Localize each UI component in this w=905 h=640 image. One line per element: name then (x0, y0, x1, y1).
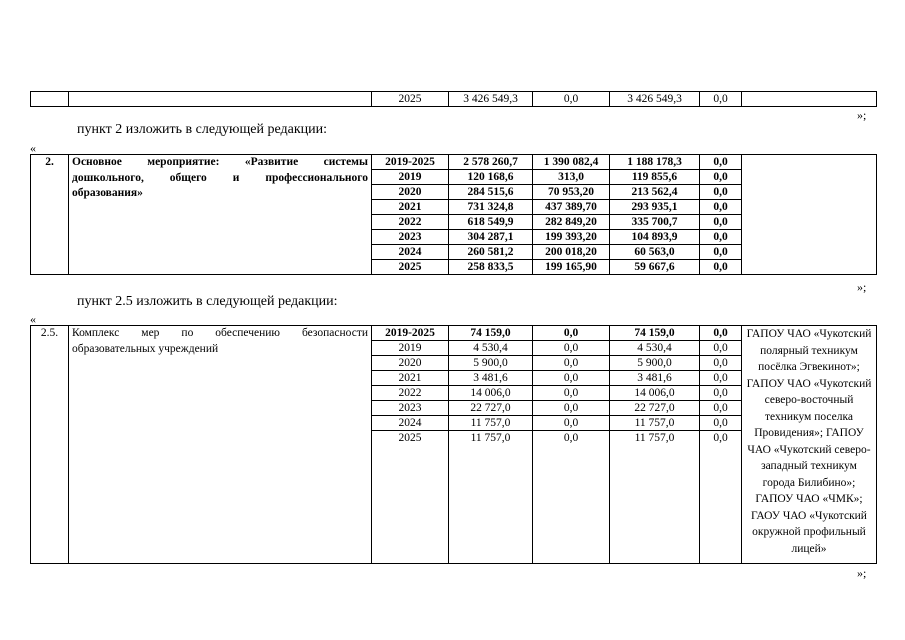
section-2-table (30, 154, 877, 275)
s25-r5-federal: 0,0 (533, 401, 610, 416)
s25-r2-other: 0,0 (700, 356, 742, 371)
s25-r1-regional: 4 530,4 (610, 341, 700, 356)
cell-federal: 0,0 (533, 92, 610, 107)
cell-total: 3 426 549,3 (449, 92, 533, 107)
s2-r5-year: 2023 (372, 230, 449, 245)
s2-r4-year: 2022 (372, 215, 449, 230)
s2-r1-year: 2019 (372, 170, 449, 185)
s2-r0-other: 0,0 (700, 155, 742, 170)
s25-r0-federal: 0,0 (533, 326, 610, 341)
s25-r4-total: 14 006,0 (449, 386, 533, 401)
s2-r1-total: 120 168,6 (449, 170, 533, 185)
s2-r7-other: 0,0 (700, 260, 742, 275)
open-quote-1: « (30, 141, 36, 155)
s25-r2-regional: 5 900,0 (610, 356, 700, 371)
s2-r1-regional: 119 855,6 (610, 170, 700, 185)
open-quote-2: « (30, 312, 36, 326)
instruction-point-2: пункт 2 изложить в следующей редакции: (77, 122, 327, 137)
s25-r3-year: 2021 (372, 371, 449, 386)
s2-r0-total: 2 578 260,7 (449, 155, 533, 170)
s25-r5-other: 0,0 (700, 401, 742, 416)
cell-executor (742, 92, 877, 107)
s25-r7-other: 0,0 (700, 431, 742, 564)
s25-r6-other: 0,0 (700, 416, 742, 431)
s2-r5-regional: 104 893,9 (610, 230, 700, 245)
s2-r5-federal: 199 393,20 (533, 230, 610, 245)
s2-r3-total: 731 324,8 (449, 200, 533, 215)
s2-r2-federal: 70 953,20 (533, 185, 610, 200)
s25-r0-year: 2019-2025 (372, 326, 449, 341)
section-2-5-table (30, 325, 877, 564)
s2-r6-federal: 200 018,20 (533, 245, 610, 260)
s25-r0-other: 0,0 (700, 326, 742, 341)
s25-r0-regional: 74 159,0 (610, 326, 700, 341)
section-2-5-executor: ГАПОУ ЧАО «Чукотский полярный техникум посёлка Эгвекинот»; ГАПОУ ЧАО «Чукотский северо-восточный техникум поселка Провидения»; ГАПОУ ЧАО «Чукотский северо-западный техникум города Билибино»; ГАПОУ ЧАО «ЧМК»; ГАОУ ЧАО «Чукотский окружной профильный лицей» (742, 326, 877, 564)
s2-r0-federal: 1 390 082,4 (533, 155, 610, 170)
close-quote-3: »; (857, 566, 867, 580)
cell-title (69, 92, 372, 107)
s2-r7-federal: 199 165,90 (533, 260, 610, 275)
s25-r7-regional: 11 757,0 (610, 431, 700, 564)
s25-r1-other: 0,0 (700, 341, 742, 356)
s25-r1-total: 4 530,4 (449, 341, 533, 356)
s2-r2-other: 0,0 (700, 185, 742, 200)
s2-r1-federal: 313,0 (533, 170, 610, 185)
s25-r4-regional: 14 006,0 (610, 386, 700, 401)
s2-r7-year: 2025 (372, 260, 449, 275)
s2-r3-year: 2021 (372, 200, 449, 215)
s2-r2-total: 284 515,6 (449, 185, 533, 200)
s25-r3-total: 3 481,6 (449, 371, 533, 386)
cell-regional: 3 426 549,3 (610, 92, 700, 107)
s2-r4-total: 618 549,9 (449, 215, 533, 230)
s2-r2-year: 2020 (372, 185, 449, 200)
s25-r2-year: 2020 (372, 356, 449, 371)
s2-r1-other: 0,0 (700, 170, 742, 185)
section-2-5-title: Комплекс мер по обеспечению безопасности образовательных учреждений (69, 326, 372, 564)
s25-r3-other: 0,0 (700, 371, 742, 386)
s2-r5-total: 304 287,1 (449, 230, 533, 245)
cell-num (31, 92, 69, 107)
section-2-5-number: 2.5. (31, 326, 69, 564)
s2-r0-year: 2019-2025 (372, 155, 449, 170)
s2-r6-regional: 60 563,0 (610, 245, 700, 260)
s2-r4-other: 0,0 (700, 215, 742, 230)
s25-r4-year: 2022 (372, 386, 449, 401)
section-2-executor (742, 155, 877, 275)
cell-other: 0,0 (700, 92, 742, 107)
s25-r6-federal: 0,0 (533, 416, 610, 431)
s2-r0-regional: 1 188 178,3 (610, 155, 700, 170)
s25-r7-federal: 0,0 (533, 431, 610, 564)
s2-r3-regional: 293 935,1 (610, 200, 700, 215)
s25-r2-federal: 0,0 (533, 356, 610, 371)
s2-r6-other: 0,0 (700, 245, 742, 260)
s25-r4-other: 0,0 (700, 386, 742, 401)
s25-r7-total: 11 757,0 (449, 431, 533, 564)
s2-r6-total: 260 581,2 (449, 245, 533, 260)
s25-r6-year: 2024 (372, 416, 449, 431)
s25-r0-total: 74 159,0 (449, 326, 533, 341)
s25-r1-year: 2019 (372, 341, 449, 356)
s25-r5-year: 2023 (372, 401, 449, 416)
s25-r2-total: 5 900,0 (449, 356, 533, 371)
s2-r7-total: 258 833,5 (449, 260, 533, 275)
s25-r6-total: 11 757,0 (449, 416, 533, 431)
s25-r5-regional: 22 727,0 (610, 401, 700, 416)
s2-r2-regional: 213 562,4 (610, 185, 700, 200)
section-2-number: 2. (31, 155, 69, 275)
s25-r4-federal: 0,0 (533, 386, 610, 401)
s2-r7-regional: 59 667,6 (610, 260, 700, 275)
s2-r4-federal: 282 849,20 (533, 215, 610, 230)
s25-r1-federal: 0,0 (533, 341, 610, 356)
s2-r6-year: 2024 (372, 245, 449, 260)
close-quote-2: »; (857, 280, 867, 294)
s25-r3-federal: 0,0 (533, 371, 610, 386)
s2-r3-federal: 437 389,70 (533, 200, 610, 215)
s25-r5-total: 22 727,0 (449, 401, 533, 416)
s25-r6-regional: 11 757,0 (610, 416, 700, 431)
s2-r5-other: 0,0 (700, 230, 742, 245)
s25-r3-regional: 3 481,6 (610, 371, 700, 386)
instruction-point-2-5: пункт 2.5 изложить в следующей редакции: (77, 294, 338, 309)
previous-table-last-row (30, 91, 877, 107)
cell-year: 2025 (372, 92, 449, 107)
close-quote-1: »; (857, 108, 867, 122)
section-2-title: Основное мероприятие: «Развитие системы дошкольного, общего и профессионального образования» (69, 155, 372, 275)
s2-r3-other: 0,0 (700, 200, 742, 215)
s2-r4-regional: 335 700,7 (610, 215, 700, 230)
s25-r7-year: 2025 (372, 431, 449, 564)
